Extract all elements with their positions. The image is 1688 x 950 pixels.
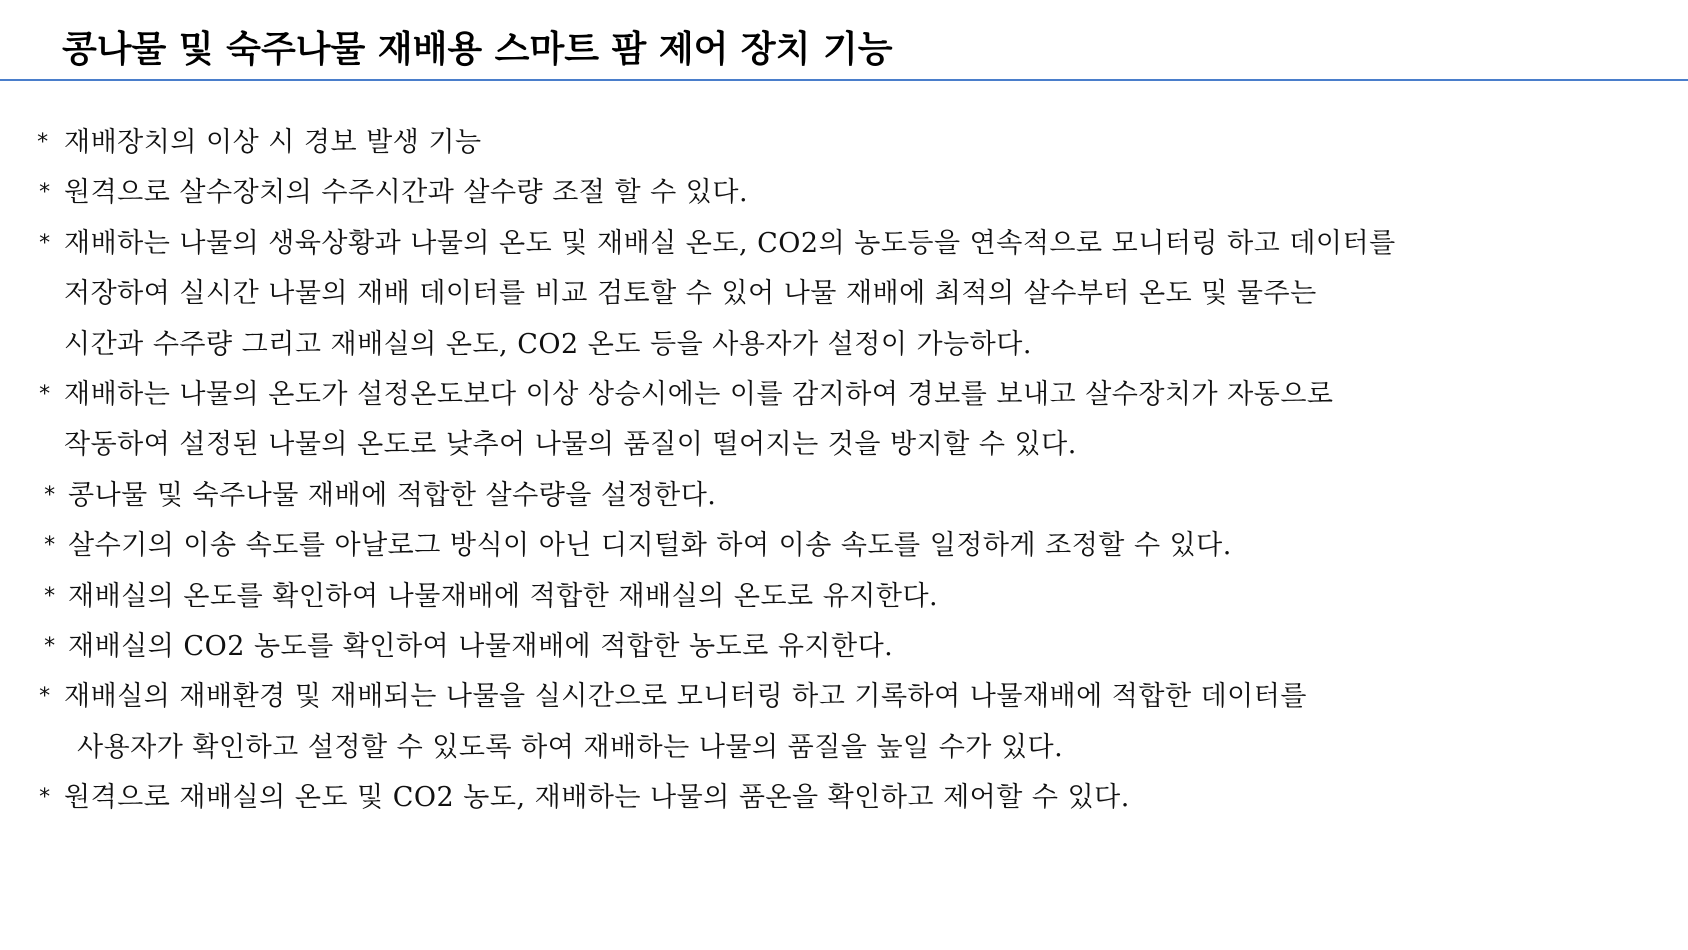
list-item-text: 저장하여 실시간 나물의 재배 데이터를 비교 검토할 수 있어 나물 재배에 최적의 살수부터 온도 및 물주는	[64, 278, 1317, 310]
list-item-continuation	[0, 723, 1688, 773]
list-item	[0, 622, 1688, 672]
feature-list	[0, 118, 1688, 823]
list-item-continuation	[0, 269, 1688, 319]
list-item-text: 작동하여 설정된 나물의 온도로 낮추어 나물의 품질이 떨어지는 것을 방지할 수 있다.	[64, 429, 1077, 461]
bullet-marker: *	[36, 130, 50, 155]
list-item	[0, 773, 1688, 823]
list-item-text: 재배실의 재배환경 및 재배되는 나물을 실시간으로 모니터링 하고 기록하여 나물재배에 적합한 데이터를	[64, 681, 1307, 713]
list-item	[0, 672, 1688, 722]
list-item-text: 재배하는 나물의 온도가 설정온도보다 이상 상승시에는 이를 감지하여 경보를 보내고 살수장치가 자동으로	[64, 378, 1334, 410]
list-item	[0, 521, 1688, 571]
list-item-text: 원격으로 살수장치의 수주시간과 살수량 조절 할 수 있다.	[64, 177, 749, 209]
bullet-marker: *	[38, 230, 52, 256]
list-item-continuation	[0, 320, 1688, 370]
list-item-text: 시간과 수주량 그리고 재배실의 온도, CO2 온도 등을 사용자가 설정이 가능하다.	[64, 328, 1032, 360]
list-item	[0, 118, 1688, 168]
bullet-marker: *	[38, 381, 52, 407]
list-item	[0, 219, 1688, 269]
list-item-text: 재배장치의 이상 시 경보 발생 기능	[64, 127, 482, 158]
bullet-marker: *	[43, 633, 57, 659]
bullet-marker: *	[43, 533, 57, 559]
list-item-continuation	[0, 420, 1688, 470]
list-item-text: 재배실의 CO2 농도를 확인하여 나물재배에 적합한 농도로 유지한다.	[68, 630, 894, 662]
list-item-text: 재배실의 온도를 확인하여 나물재배에 적합한 재배실의 온도로 유지한다.	[68, 580, 939, 612]
bullet-marker: *	[38, 684, 52, 710]
bullet-marker: *	[43, 583, 57, 609]
list-item	[0, 370, 1688, 420]
list-item-text: 살수기의 이송 속도를 아날로그 방식이 아닌 디지털화 하여 이송 속도를 일정하게 조정할 수 있다.	[68, 530, 1232, 562]
bullet-marker: *	[38, 785, 52, 811]
list-item-text: 사용자가 확인하고 설정할 수 있도록 하여 재배하는 나물의 품질을 높일 수가 있다.	[77, 731, 1064, 763]
bullet-marker: *	[43, 482, 57, 508]
list-item	[0, 572, 1688, 622]
list-item	[0, 471, 1688, 521]
bullet-marker: *	[38, 180, 52, 206]
list-item	[0, 168, 1688, 218]
list-item-text: 콩나물 및 숙주나물 재배에 적합한 살수량을 설정한다.	[68, 479, 717, 511]
list-item-text: 원격으로 재배실의 온도 및 CO2 농도, 재배하는 나물의 품온을 확인하고 제어할 수 있다.	[64, 782, 1130, 814]
list-item-text: 재배하는 나물의 생육상황과 나물의 온도 및 재배실 온도, CO2의 농도등을 연속적으로 모니터링 하고 데이터를	[64, 227, 1396, 259]
page-title: 콩나물 및 숙주나물 재배용 스마트 팜 제어 장치 기능	[62, 29, 893, 70]
title-divider	[0, 79, 1688, 81]
